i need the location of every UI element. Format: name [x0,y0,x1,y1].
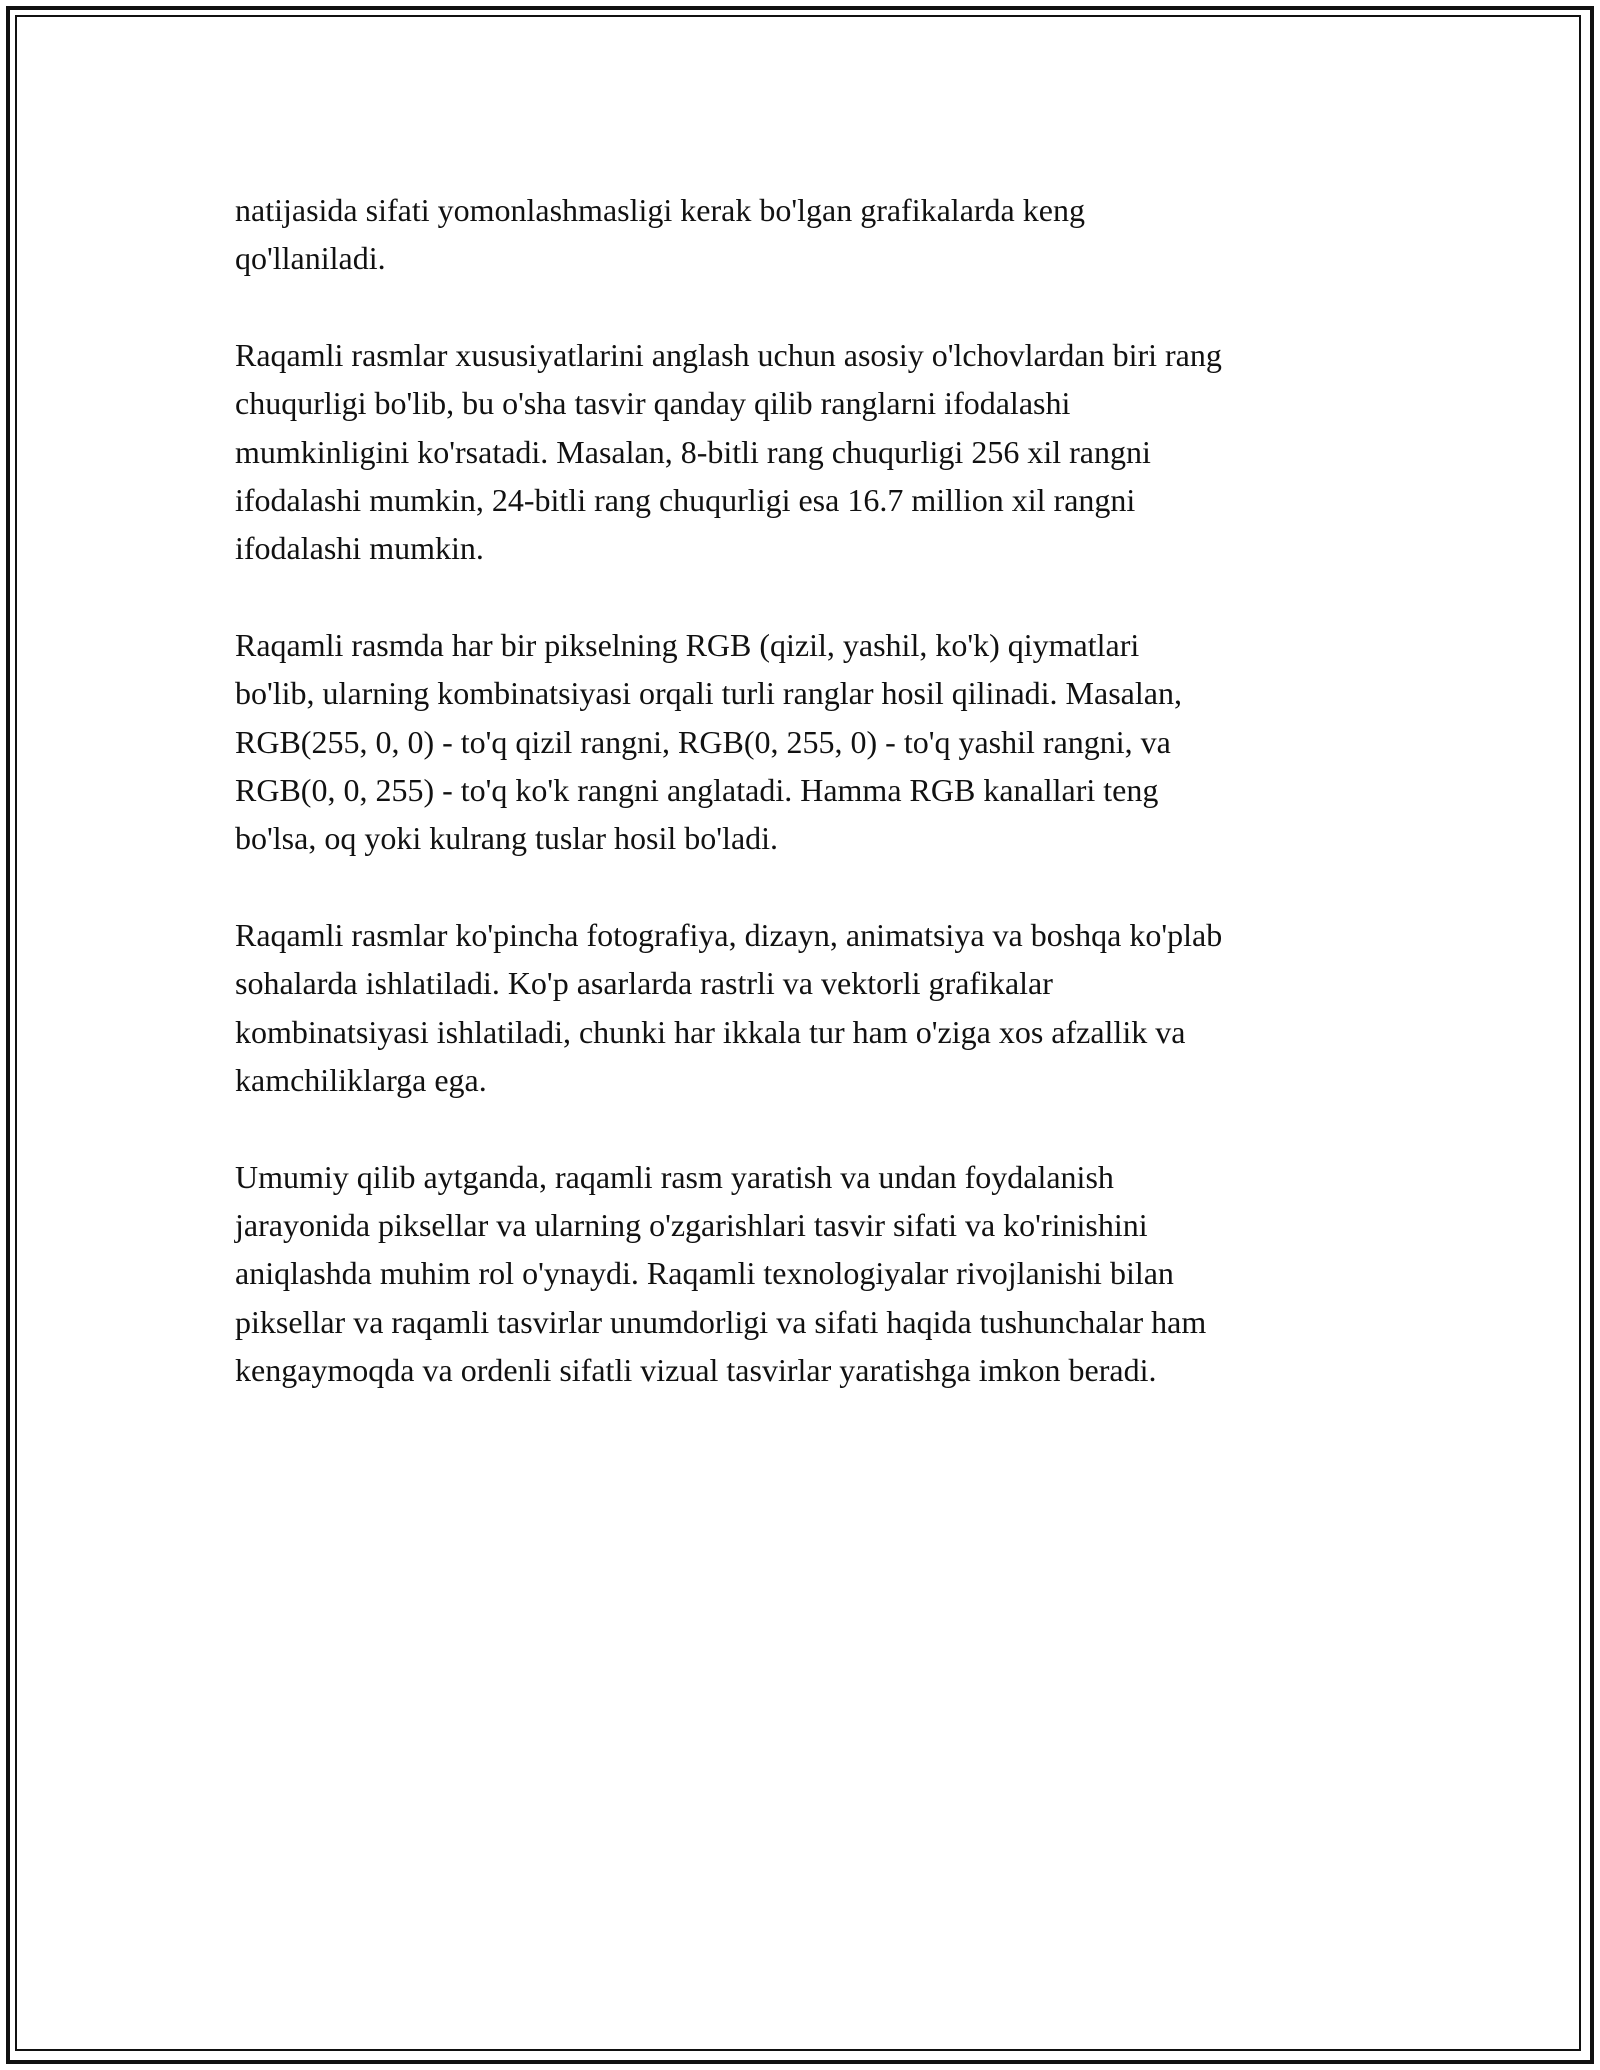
text-line: Raqamli rasmda har bir pikselning RGB (qizil, yashil, ko'k) qiymatlari [235,626,1140,663]
text-line: aniqlashda muhim rol o'ynaydi. Raqamli texnologiyalar rivojlanishi bilan [235,1255,1174,1292]
paragraph-1 [235,186,1385,283]
text-line: natijasida sifati yomonlashmasligi kerak bo'lgan grafikalarda keng [235,192,1085,228]
text-line: Raqamli rasmlar ko'pincha fotografiya, dizayn, animatsiya va boshqa ko'plab [235,916,1223,953]
text-line: bo'lsa, oq yoki kulrang tuslar hosil bo'ladi. [235,820,779,857]
text-line: bo'lib, ularning kombinatsiyasi orqali turli ranglar hosil qilinadi. Masalan, [235,675,1182,712]
paragraph-5 [235,1153,1385,1395]
text-line: kombinatsiyasi ishlatiladi, chunki har ikkala tur ham o'ziga xos afzallik va [235,1013,1186,1050]
text-line: qo'llaniladi. [235,240,386,277]
text-line: sohalarda ishlatiladi. Ko'p asarlarda rastrli va vektorli grafikalar [235,965,1053,1002]
text-line: RGB(255, 0, 0) - to'q qizil rangni, RGB(0, 255, 0) - to'q yashil rangni, va [235,723,1171,760]
text-line: Raqamli rasmlar xususiyatlarini anglash uchun asosiy o'lchovlardan biri rang [235,336,1222,373]
text-line: Umumiy qilib aytganda, raqamli rasm yaratish va undan foydalanish [235,1158,1114,1195]
paragraph-4 [235,911,1385,1105]
text-line: RGB(0, 0, 255) - to'q ko'k rangni anglatadi. Hamma RGB kanallari teng [235,772,1159,809]
text-line: kamchiliklarga ega. [235,1062,487,1099]
text-line: mumkinligini ko'rsatadi. Masalan, 8-bitli rang chuqurligi 256 xil rangni [235,433,1151,470]
text-line: kengaymoqda va ordenli sifatli vizual tasvirlar yaratishga imkon beradi. [235,1352,1157,1389]
text-line: ifodalashi mumkin, 24-bitli rang chuqurligi esa 16.7 million xil rangni [235,482,1136,519]
document-body [235,186,1385,1443]
text-line: chuqurligi bo'lib, bu o'sha tasvir qanday qilib ranglarni ifodalashi [235,385,1071,422]
text-line: jarayonida piksellar va ularning o'zgarishlari tasvir sifati va ko'rinishini [235,1206,1148,1243]
paragraph-2 [235,331,1385,573]
text-line: ifodalashi mumkin. [235,530,484,567]
text-line: piksellar va raqamli tasvirlar unumdorligi va sifati haqida tushunchalar ham [235,1303,1207,1340]
paragraph-3 [235,621,1385,863]
